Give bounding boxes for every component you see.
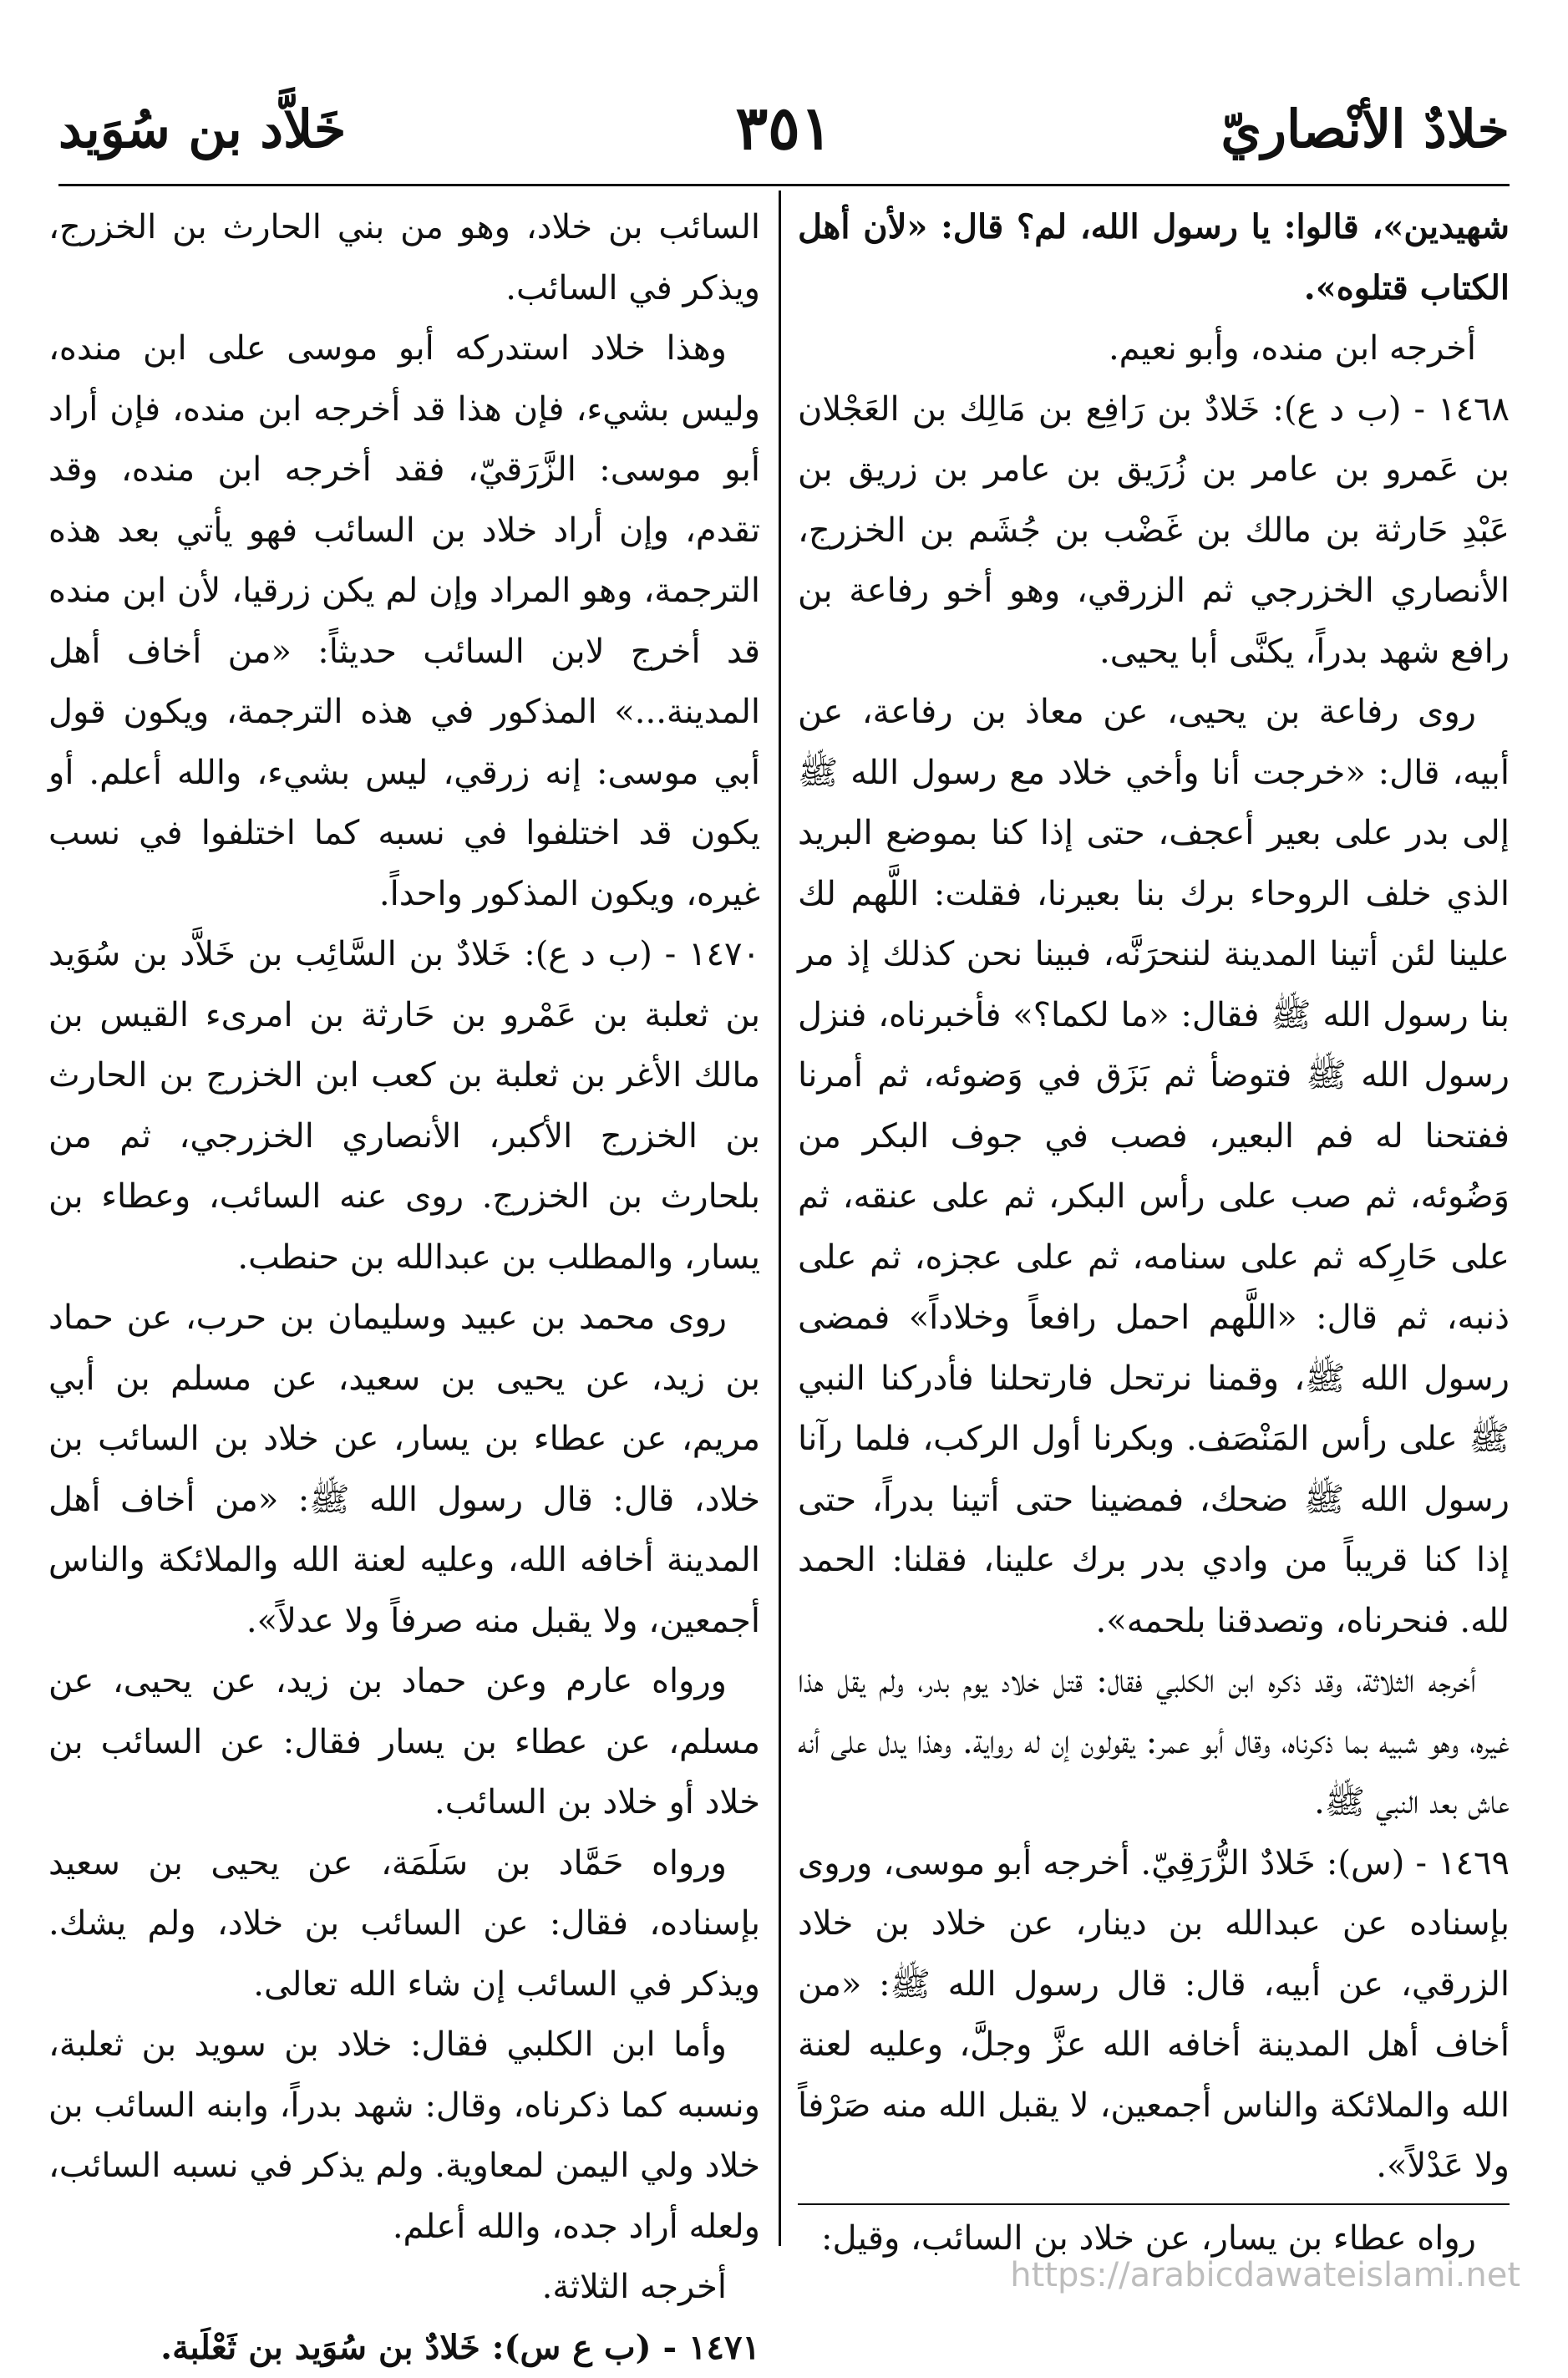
watermark-url[interactable]: https://arabicdawateislami.net — [969, 2256, 1520, 2294]
right-column — [798, 197, 1510, 2244]
paragraph: أخرجه الثلاثة، وقد ذكره ابن الكلبي فقال: قتل خلاد يوم بدر، ولم يقل هذا غيره، وهو شبيه بما ذكرناه، وقال أبو عمر: يقولون إن له رواية. وهذا يدل على أنه عاش بعد النبي ﷺ. — [798, 1651, 1510, 1833]
paragraph: أخرجه ابن منده، وأبو نعيم. — [798, 318, 1510, 379]
paragraph: ورواه حَمَّاد بن سَلَمَة، عن يحيى بن سعيد بإسناده، فقال: عن السائب بن خلاد، ولم يشك. ويذكر في السائب إن شاء الله تعالى. — [48, 1833, 760, 2015]
paragraph: رواه عطاء بن يسار، عن خلاد بن السائب، وقيل: — [798, 2208, 1510, 2269]
page-number: ٣٥١ — [58, 92, 1510, 163]
paragraph: شهيدين»، قالوا: يا رسول الله، لم؟ قال: «لأن أهل الكتاب قتلوه». — [798, 197, 1510, 318]
running-title-left: خَلاَّد بن سُوَيد — [58, 99, 346, 160]
paragraph: السائب بن خلاد، وهو من بني الحارث بن الخزرج، ويذكر في السائب. — [48, 197, 760, 318]
running-title-right: خلادٌ الأنْصاريّ — [1221, 99, 1510, 160]
paragraph: روى محمد بن عبيد وسليمان بن حرب، عن حماد بن زيد، عن يحيى بن سعيد، عن مسلم بن أبي مريم، عن عطاء بن يسار، عن خلاد بن السائب بن خلاد، قال: قال رسول الله ﷺ: «من أخاف أهل المدينة أخافه الله، وعليه لعنة الله والملائكة والناس أجمعين، ولا يقبل منه صرفاً ولا عدلاً». — [48, 1288, 760, 1651]
column-divider — [779, 191, 781, 2246]
entry-1470: ١٤٧٠ - (ب د ع): خَلادٌ بن السَّائِب بن خَلاَّد بن سُوَيد بن ثعلبة بن عَمْرو بن حَارثة بن امرىء القيس بن مالك الأغر بن ثعلبة بن كعب ابن الخزرج بن الحارث بن الخزرج الأكبر، الأنصاري الخزرجي، ثم من بلحارث بن الخزرج. روى عنه السائب، وعطاء بن يسار، والمطلب بن عبدالله بن حنطب. — [48, 924, 760, 1288]
paragraph: وهذا خلاد استدركه أبو موسى على ابن منده، وليس بشيء، فإن هذا قد أخرجه ابن منده، فإن أراد أبو موسى: الزَّرَقيّ، فقد أخرجه ابن منده، وقد تقدم، وإن أراد خلاد بن السائب فهو يأتي بعد هذه الترجمة، وهو المراد وإن لم يكن زرقيا، لأن ابن منده قد أخرج لابن السائب حديثاً: «من أخاف أهل المدينة...» المذكور في هذه الترجمة، ويكون قول أبي موسى: إنه زرقي، ليس بشيء، والله أعلم. أو يكون قد اختلفوا في نسبه كما اختلفوا في نسب غيره، ويكون المذكور واحداً. — [48, 318, 760, 924]
paragraph: روى رفاعة بن يحيى، عن معاذ بن رفاعة، عن أبيه، قال: «خرجت أنا وأخي خلاد مع رسول الله ﷺ إلى بدر على بعير أعجف، حتى إذا كنا بموضع البريد الذي خلف الروحاء برك بنا بعيرنا، فقلت: اللَّهم لك علينا لئن أتينا المدينة لننحرَنَّه، فبينا نحن كذلك إذ مر بنا رسول الله ﷺ فقال: «ما لكما؟» فأخبرناه، فنزل رسول الله ﷺ فتوضأ ثم بَزَق في وَضوئه، ثم أمرنا ففتحنا له فم البعير، فصب في جوف البكر من وَضُوئه، ثم صب على رأس البكر، ثم على عنقه، ثم على حَارِكه ثم على سنامه، ثم على عجزه، ثم على ذنبه، ثم قال: «اللَّهم احمل رافعاً وخلاداً» فمضى رسول الله ﷺ، وقمنا نرتحل فارتحلنا فأدركنا النبي ﷺ على رأس المَنْصَف. وبكرنا أول الركب، فلما رآنا رسول الله ﷺ ضحك، فمضينا حتى أتينا بدراً، حتى إذا كنا قريباً من وادي بدر برك علينا، فقلنا: الحمد لله. فنحرناه، وتصدقنا بلحمه». — [798, 682, 1510, 1651]
entry-1471: ١٤٧١ - (ب ع س): خَلادٌ بن سُوَيد بن ثَعْلَبة. — [48, 2318, 760, 2378]
paragraph: وأما ابن الكلبي فقال: خلاد بن سويد بن ثعلبة، ونسبه كما ذكرناه، وقال: شهد بدراً، وابنه السائب بن خلاد ولي اليمن لمعاوية. ولم يذكر في نسبه السائب، ولعله أراد جده، والله أعلم. — [48, 2015, 760, 2257]
entry-1468: ١٤٦٨ - (ب د ع): خَلادٌ بن رَافِع بن مَالِك بن العَجْلان بن عَمرو بن عامر بن زُرَيق بن عامر بن زريق بن عَبْدِ حَارثة بن مالك بن غَضْب بن جُشَم بن الخزرج، الأنصاري الخزرجي ثم الزرقي، وهو أخو رفاعة بن رافع شهد بدراً، يكنَّى أبا يحيى. — [798, 379, 1510, 683]
paragraph: ورواه عارم وعن حماد بن زيد، عن يحيى، عن مسلم، عن عطاء بن يسار فقال: عن السائب بن خلاد أو خلاد بن السائب. — [48, 1651, 760, 1833]
entry-1469: ١٤٦٩ - (س): خَلادٌ الزُّرَقِيّ. أخرجه أبو موسى، وروى بإسناده عن عبدالله بن دينار، عن خلاد بن خلاد الزرقي، عن أبيه، قال: قال رسول الله ﷺ: «من أخاف أهل المدينة أخافه الله عزَّ وجلَّ، وعليه لعنة الله والملائكة والناس أجمعين، لا يقبل الله منه صَرْفاً ولا عَدْلاً». — [798, 1833, 1510, 2197]
page-header — [58, 92, 1510, 186]
left-column — [48, 197, 760, 2244]
separator-rule — [798, 2203, 1510, 2205]
paragraph: أخرجه الثلاثة. — [48, 2257, 760, 2318]
